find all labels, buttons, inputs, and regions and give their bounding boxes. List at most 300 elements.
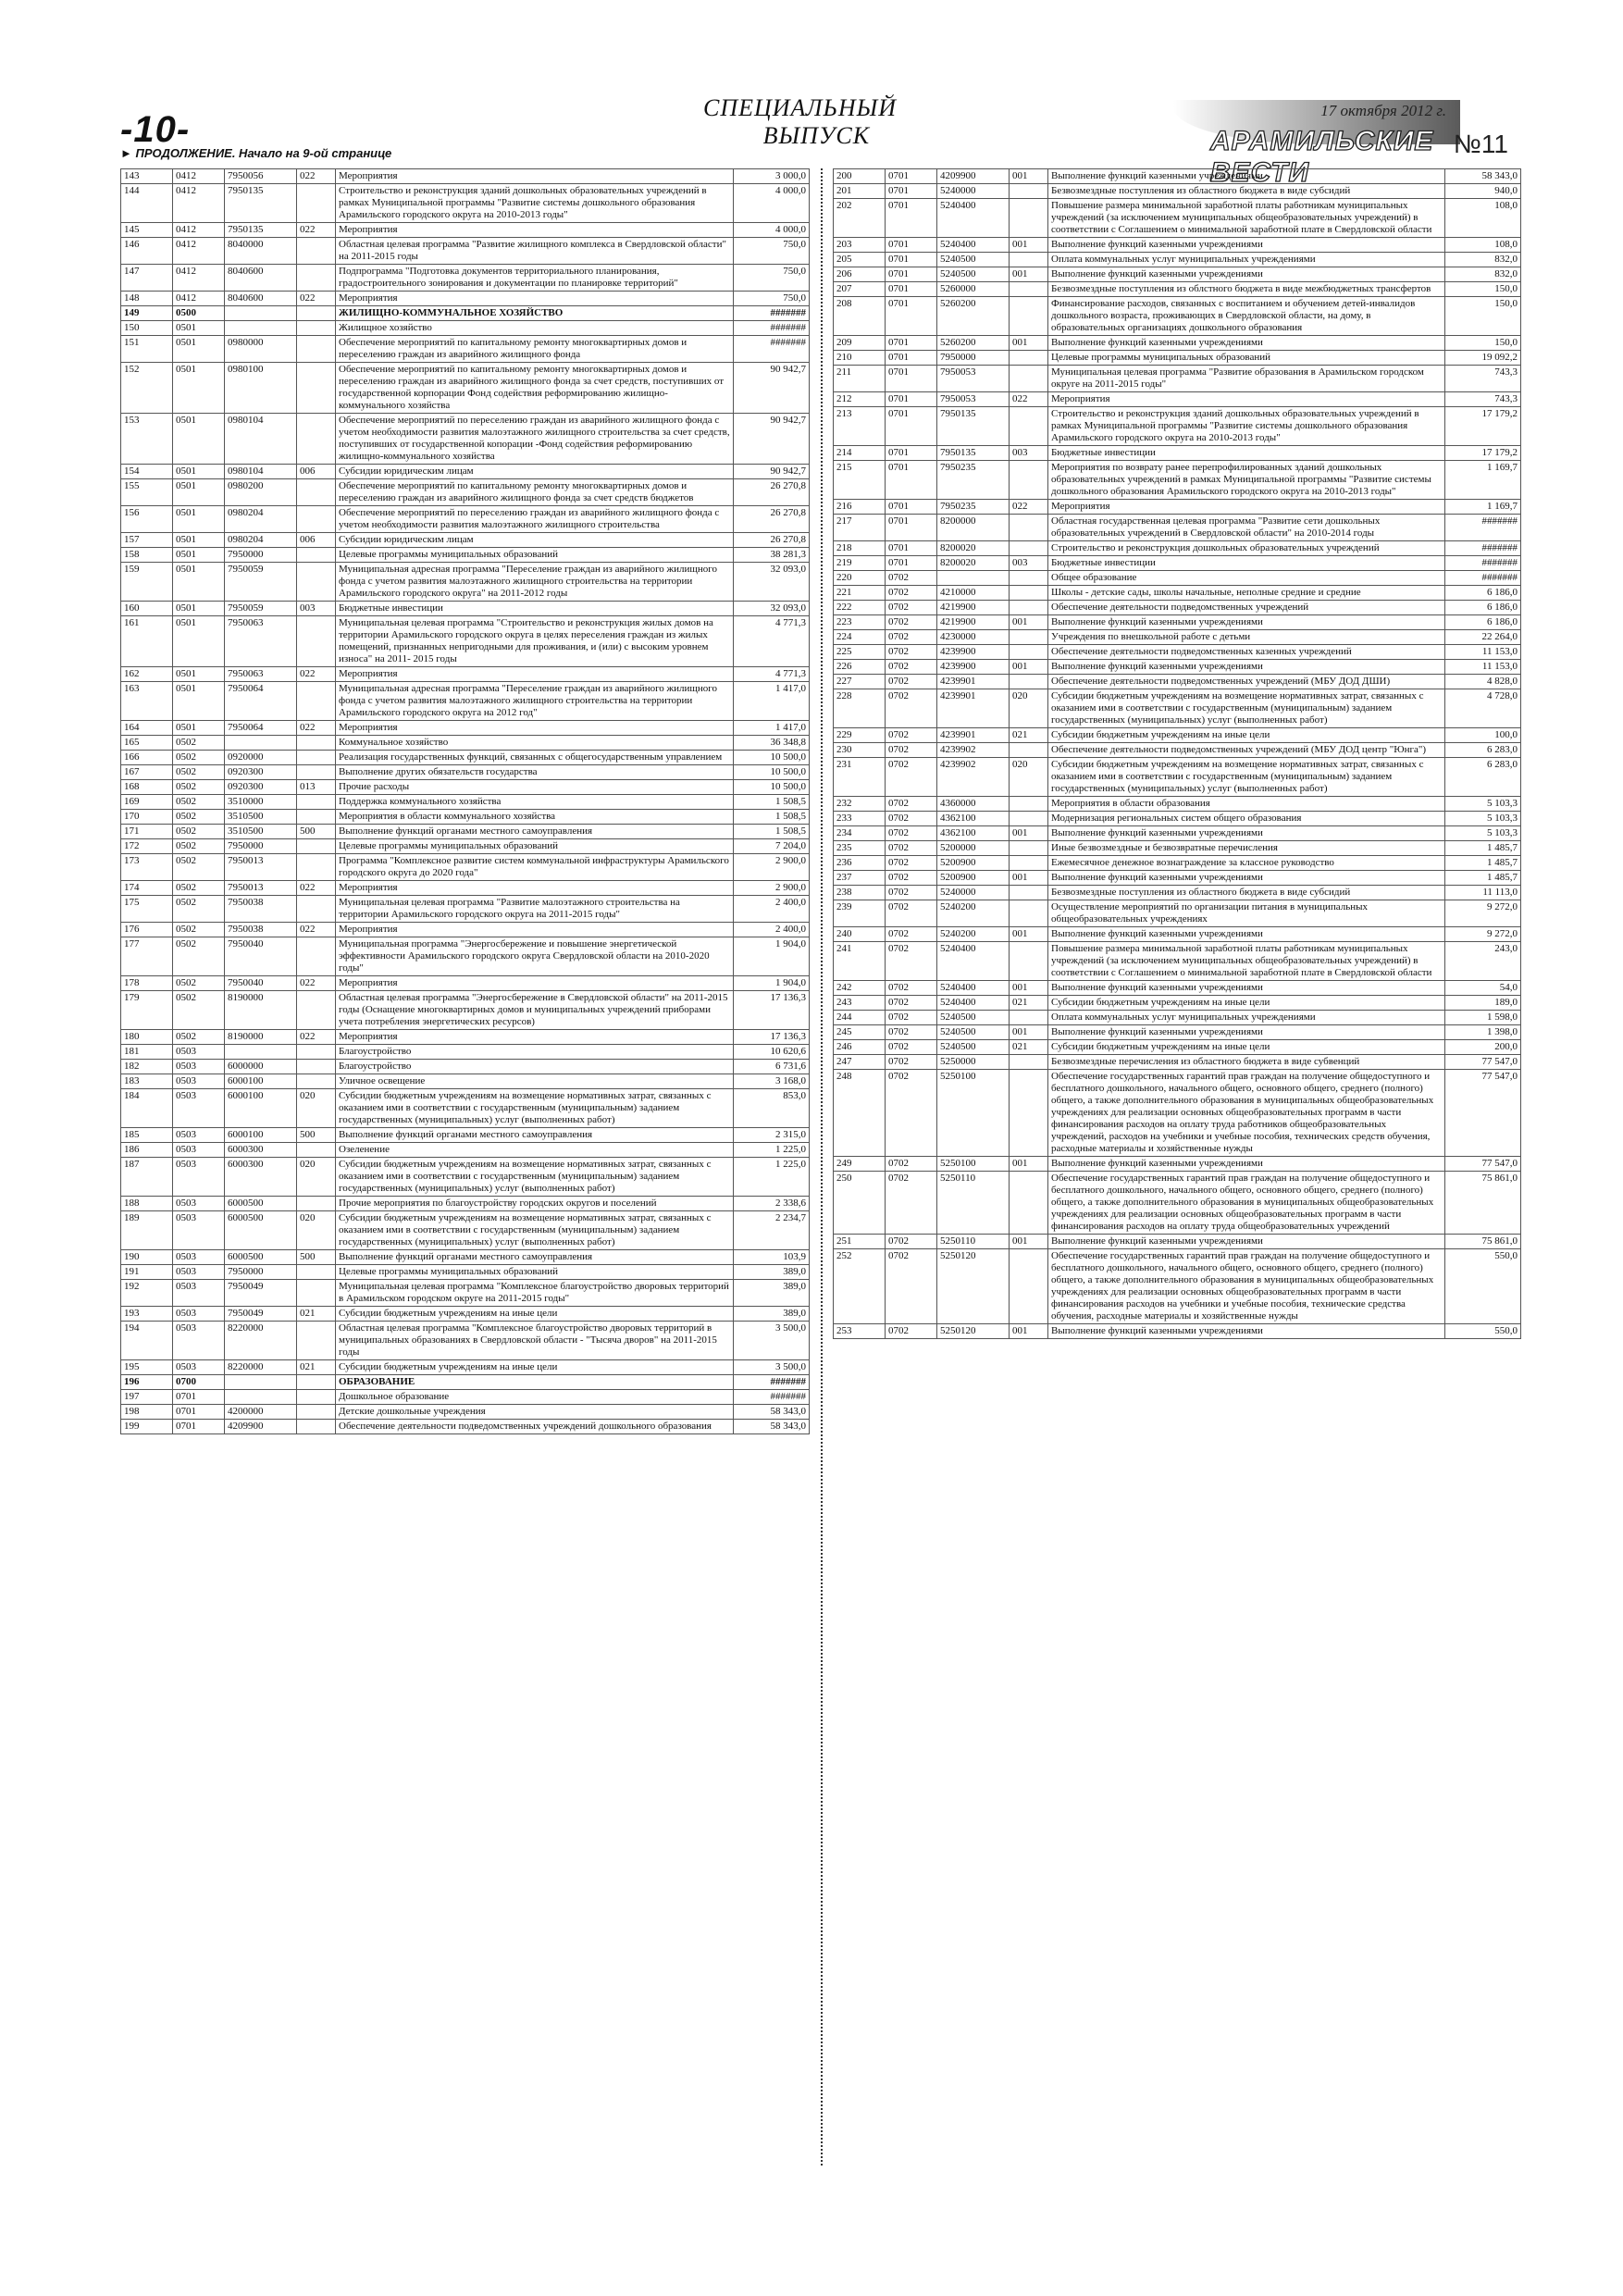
- section-code-cell: 0702: [886, 871, 937, 886]
- section-code-cell: 0702: [886, 758, 937, 797]
- description-cell: Обеспечение мероприятий по капитальному ремонту многоквартирных домов и переселению граждан из аварийного жилищного фонда: [336, 336, 734, 363]
- description-cell: Субсидии бюджетным учреждениям на возмещение нормативных затрат, связанных с оказанием ими в соответствии с государственным (муниципальным) заданием государственных (муниципальных) услуг (выполненных работ): [336, 1089, 734, 1128]
- description-cell: Оплата коммунальных услуг муниципальных учреждениями: [1048, 253, 1445, 267]
- target-code-cell: 6000300: [225, 1158, 297, 1197]
- table-row: [834, 297, 1521, 336]
- target-code-cell: 8040000: [225, 238, 297, 265]
- section-code-cell: 0702: [886, 996, 937, 1011]
- amount-cell: 3 500,0: [734, 1322, 810, 1360]
- target-code-cell: 0980204: [225, 506, 297, 533]
- row-number-cell: 151: [121, 336, 173, 363]
- expense-type-cell: 006: [297, 465, 336, 479]
- row-number-cell: 179: [121, 991, 173, 1030]
- target-code-cell: 7950235: [937, 461, 1010, 500]
- target-code-cell: 8220000: [225, 1322, 297, 1360]
- row-number-cell: 229: [834, 728, 886, 743]
- table-row: [834, 871, 1521, 886]
- expense-type-cell: [297, 751, 336, 765]
- description-cell: Мероприятия: [336, 1030, 734, 1045]
- section-code-cell: 0503: [173, 1074, 225, 1089]
- section-code-cell: 0500: [173, 306, 225, 321]
- row-number-cell: 236: [834, 856, 886, 871]
- section-code-cell: 0702: [886, 797, 937, 812]
- row-number-cell: 203: [834, 238, 886, 253]
- row-number-cell: 230: [834, 743, 886, 758]
- expense-type-cell: [297, 736, 336, 751]
- description-cell: Выполнение функций казенными учреждениями: [1048, 927, 1445, 942]
- amount-cell: 2 338,6: [734, 1197, 810, 1211]
- amount-cell: 3 168,0: [734, 1074, 810, 1089]
- special-issue-label: [703, 94, 898, 150]
- table-row: [121, 1322, 810, 1360]
- description-cell: Выполнение функций казенными учреждениями: [1048, 981, 1445, 996]
- row-number-cell: 150: [121, 321, 173, 336]
- table-row: [121, 336, 810, 363]
- description-cell: Целевые программы муниципальных образований: [336, 548, 734, 563]
- amount-cell: 832,0: [1445, 267, 1521, 282]
- target-code-cell: 7950235: [937, 500, 1010, 515]
- row-number-cell: 241: [834, 942, 886, 981]
- description-cell: Выполнение функций казенными учреждениями: [1048, 871, 1445, 886]
- table-row: [834, 1324, 1521, 1339]
- target-code-cell: [225, 736, 297, 751]
- target-code-cell: 5200900: [937, 871, 1010, 886]
- description-cell: Обеспечение мероприятий по капитальному ремонту многоквартирных домов и переселению граждан из аварийного жилищного фонда за счет средств бюджетов: [336, 479, 734, 506]
- expense-type-cell: [297, 548, 336, 563]
- expense-type-cell: 022: [297, 169, 336, 184]
- amount-cell: 4 771,3: [734, 667, 810, 682]
- section-code-cell: 0700: [173, 1375, 225, 1390]
- description-cell: Программа "Комплексное развитие систем коммунальной инфраструктуры Арамильского городского округа до 2020 года": [336, 854, 734, 881]
- target-code-cell: 7950000: [937, 351, 1010, 366]
- description-cell: Мероприятия: [336, 169, 734, 184]
- target-code-cell: 7950059: [225, 602, 297, 616]
- expense-type-cell: 013: [297, 780, 336, 795]
- expense-type-cell: 020: [1010, 689, 1048, 728]
- table-row: [834, 1070, 1521, 1157]
- row-number-cell: 164: [121, 721, 173, 736]
- amount-cell: 58 343,0: [734, 1420, 810, 1434]
- expense-type-cell: [1010, 282, 1048, 297]
- row-number-cell: 153: [121, 414, 173, 465]
- amount-cell: 2 234,7: [734, 1211, 810, 1250]
- amount-cell: 3 000,0: [734, 169, 810, 184]
- row-number-cell: 234: [834, 826, 886, 841]
- row-number-cell: 201: [834, 184, 886, 199]
- expense-type-cell: 001: [1010, 336, 1048, 351]
- amount-cell: 200,0: [1445, 1040, 1521, 1055]
- expense-type-cell: 022: [297, 923, 336, 937]
- target-code-cell: 0980104: [225, 465, 297, 479]
- section-code-cell: 0501: [173, 321, 225, 336]
- table-row: [834, 812, 1521, 826]
- target-code-cell: 0980204: [225, 533, 297, 548]
- amount-cell: 743,3: [1445, 392, 1521, 407]
- expense-type-cell: 020: [297, 1089, 336, 1128]
- row-number-cell: 200: [834, 169, 886, 184]
- target-code-cell: 4239901: [937, 675, 1010, 689]
- amount-cell: 5 103,3: [1445, 812, 1521, 826]
- description-cell: Осуществление мероприятий по организации питания в муниципальных общеобразовательных учреждениях: [1048, 900, 1445, 927]
- target-code-cell: 8200020: [937, 556, 1010, 571]
- expense-type-cell: 020: [1010, 758, 1048, 797]
- table-row: [121, 1250, 810, 1265]
- row-number-cell: 172: [121, 839, 173, 854]
- row-number-cell: 174: [121, 881, 173, 896]
- section-code-cell: 0702: [886, 927, 937, 942]
- section-code-cell: 0503: [173, 1250, 225, 1265]
- table-row: [121, 1307, 810, 1322]
- expense-type-cell: [1010, 199, 1048, 238]
- section-code-cell: 0503: [173, 1322, 225, 1360]
- expense-type-cell: [297, 682, 336, 721]
- section-code-cell: 0702: [886, 1055, 937, 1070]
- target-code-cell: 7950000: [225, 839, 297, 854]
- expense-type-cell: [1010, 351, 1048, 366]
- description-cell: Муниципальная целевая программа "Развитие малоэтажного строительства на территории Арамильского городского округа на 2011-2015 годы": [336, 896, 734, 923]
- expense-type-cell: [1010, 743, 1048, 758]
- target-code-cell: [225, 1375, 297, 1390]
- section-code-cell: 0503: [173, 1045, 225, 1060]
- row-number-cell: 149: [121, 306, 173, 321]
- table-row: [121, 1360, 810, 1375]
- description-cell: Прочие расходы: [336, 780, 734, 795]
- amount-cell: 1 169,7: [1445, 500, 1521, 515]
- table-row: [121, 1405, 810, 1420]
- section-code-cell: 0701: [886, 461, 937, 500]
- amount-cell: 4 000,0: [734, 223, 810, 238]
- row-number-cell: 152: [121, 363, 173, 414]
- table-row: [121, 1045, 810, 1060]
- amount-cell: 4 771,3: [734, 616, 810, 667]
- amount-cell: 6 731,6: [734, 1060, 810, 1074]
- expense-type-cell: 022: [297, 881, 336, 896]
- row-number-cell: 237: [834, 871, 886, 886]
- section-code-cell: 0701: [886, 199, 937, 238]
- expense-type-cell: [297, 321, 336, 336]
- expense-type-cell: [1010, 297, 1048, 336]
- target-code-cell: 5240000: [937, 184, 1010, 199]
- table-row: [121, 1390, 810, 1405]
- target-code-cell: 5250110: [937, 1172, 1010, 1235]
- amount-cell: 6 186,0: [1445, 601, 1521, 615]
- table-row: [121, 1197, 810, 1211]
- row-number-cell: 233: [834, 812, 886, 826]
- target-code-cell: 4239900: [937, 660, 1010, 675]
- amount-cell: 100,0: [1445, 728, 1521, 743]
- target-code-cell: 7950040: [225, 976, 297, 991]
- section-code-cell: 0701: [886, 253, 937, 267]
- target-code-cell: 6000100: [225, 1074, 297, 1089]
- amount-cell: 90 942,7: [734, 363, 810, 414]
- expense-type-cell: [297, 563, 336, 602]
- table-row: [121, 751, 810, 765]
- expense-type-cell: [297, 414, 336, 465]
- table-row: [121, 506, 810, 533]
- amount-cell: 5 103,3: [1445, 826, 1521, 841]
- expense-type-cell: 020: [297, 1158, 336, 1197]
- target-code-cell: 4239902: [937, 743, 1010, 758]
- expense-type-cell: 500: [297, 1250, 336, 1265]
- amount-cell: 2 900,0: [734, 881, 810, 896]
- target-code-cell: 5250120: [937, 1249, 1010, 1324]
- table-row: [121, 223, 810, 238]
- expense-type-cell: 500: [297, 1128, 336, 1143]
- section-code-cell: 0702: [886, 1025, 937, 1040]
- row-number-cell: 221: [834, 586, 886, 601]
- row-number-cell: 167: [121, 765, 173, 780]
- table-row: [834, 571, 1521, 586]
- section-code-cell: 0702: [886, 1070, 937, 1157]
- description-cell: Общее образование: [1048, 571, 1445, 586]
- amount-cell: 54,0: [1445, 981, 1521, 996]
- description-cell: Областная целевая программа "Энергосбережение в Свердловской области" на 2011-2015 годы (Оснащение многоквартирных домов и муниципальных учреждений приборами учета потребления энергетических ресурсов): [336, 991, 734, 1030]
- expense-type-cell: 021: [297, 1307, 336, 1322]
- description-cell: Повышение размера минимальной заработной платы работникам муниципальных учреждений (за исключением муниципальных общеобразовательных учреждений) в соответствии с Соглашением о минимальной заработной плате в Свердловской области: [1048, 942, 1445, 981]
- table-row: [121, 414, 810, 465]
- target-code-cell: 7950064: [225, 682, 297, 721]
- section-code-cell: 0502: [173, 810, 225, 825]
- table-row: [834, 797, 1521, 812]
- row-number-cell: 207: [834, 282, 886, 297]
- row-number-cell: 212: [834, 392, 886, 407]
- table-row: [834, 392, 1521, 407]
- target-code-cell: 6000500: [225, 1211, 297, 1250]
- expense-type-cell: 001: [1010, 267, 1048, 282]
- amount-cell: #######: [1445, 571, 1521, 586]
- amount-cell: 6 186,0: [1445, 615, 1521, 630]
- target-code-cell: 4210000: [937, 586, 1010, 601]
- amount-cell: 77 547,0: [1445, 1055, 1521, 1070]
- expense-type-cell: [297, 896, 336, 923]
- expense-type-cell: [297, 616, 336, 667]
- row-number-cell: 197: [121, 1390, 173, 1405]
- expense-type-cell: 001: [1010, 615, 1048, 630]
- row-number-cell: 244: [834, 1011, 886, 1025]
- description-cell: Субсидии юридическим лицам: [336, 533, 734, 548]
- table-row: [121, 991, 810, 1030]
- description-cell: Финансирование расходов, связанных с воспитанием и обучением детей-инвалидов дошкольного возраста, проживающих в Свердловской области, на дому, в образовательных организациях дошкольного образования: [1048, 297, 1445, 336]
- amount-cell: 243,0: [1445, 942, 1521, 981]
- amount-cell: 108,0: [1445, 199, 1521, 238]
- expense-type-cell: 001: [1010, 660, 1048, 675]
- description-cell: Муниципальная адресная программа "Переселение граждан из аварийного жилищного фонда с учетом развития малоэтажного жилищного строительства на территории Арамильского городского округа на 2012 год": [336, 682, 734, 721]
- row-number-cell: 145: [121, 223, 173, 238]
- description-cell: Субсидии бюджетным учреждениям на иные цели: [1048, 996, 1445, 1011]
- amount-cell: 17 136,3: [734, 1030, 810, 1045]
- section-code-cell: 0501: [173, 682, 225, 721]
- description-cell: Субсидии юридическим лицам: [336, 465, 734, 479]
- description-cell: Безвозмездные поступления из областного бюджета в виде субсидий: [1048, 184, 1445, 199]
- section-code-cell: 0502: [173, 976, 225, 991]
- description-cell: Субсидии бюджетным учреждениям на возмещение нормативных затрат, связанных с оказанием ими в соответствии с государственным (муниципальным) заданием государственных (муниципальных) услуг (выполненных работ): [336, 1158, 734, 1197]
- table-row: [121, 321, 810, 336]
- section-code-cell: 0702: [886, 841, 937, 856]
- description-cell: Выполнение функций казенными учреждениями: [1048, 238, 1445, 253]
- expense-type-cell: 021: [297, 1360, 336, 1375]
- section-code-cell: 0701: [173, 1390, 225, 1405]
- row-number-cell: 162: [121, 667, 173, 682]
- expense-type-cell: 022: [1010, 392, 1048, 407]
- row-number-cell: 209: [834, 336, 886, 351]
- table-row: [834, 336, 1521, 351]
- target-code-cell: 4239901: [937, 728, 1010, 743]
- table-row: [834, 826, 1521, 841]
- row-number-cell: 190: [121, 1250, 173, 1265]
- section-code-cell: 0702: [886, 660, 937, 675]
- description-cell: Мероприятия: [1048, 500, 1445, 515]
- table-row: [121, 479, 810, 506]
- table-row: [121, 825, 810, 839]
- section-code-cell: 0412: [173, 292, 225, 306]
- section-code-cell: 0701: [886, 336, 937, 351]
- row-number-cell: 173: [121, 854, 173, 881]
- description-cell: Обеспечение деятельности подведомственных казенных учреждений: [1048, 645, 1445, 660]
- amount-cell: 1 485,7: [1445, 841, 1521, 856]
- section-code-cell: 0701: [173, 1420, 225, 1434]
- section-code-cell: 0502: [173, 1030, 225, 1045]
- target-code-cell: 7950063: [225, 667, 297, 682]
- table-row: [834, 366, 1521, 392]
- section-code-cell: 0701: [886, 446, 937, 461]
- expense-type-cell: [297, 238, 336, 265]
- table-row: [834, 981, 1521, 996]
- expense-type-cell: [1010, 675, 1048, 689]
- target-code-cell: 3510500: [225, 825, 297, 839]
- amount-cell: 389,0: [734, 1307, 810, 1322]
- row-number-cell: 182: [121, 1060, 173, 1074]
- amount-cell: 10 620,6: [734, 1045, 810, 1060]
- expense-type-cell: [1010, 541, 1048, 556]
- section-code-cell: 0501: [173, 506, 225, 533]
- expense-type-cell: [1010, 586, 1048, 601]
- expense-type-cell: [1010, 253, 1048, 267]
- section-code-cell: 0502: [173, 751, 225, 765]
- amount-cell: #######: [1445, 556, 1521, 571]
- target-code-cell: 4362100: [937, 812, 1010, 826]
- table-row: [834, 500, 1521, 515]
- row-number-cell: 251: [834, 1235, 886, 1249]
- description-cell: Выполнение функций казенными учреждениями: [1048, 1235, 1445, 1249]
- description-cell: Детские дошкольные учреждения: [336, 1405, 734, 1420]
- table-row: [121, 1375, 810, 1390]
- table-row: [121, 602, 810, 616]
- expense-type-cell: [297, 506, 336, 533]
- expense-type-cell: 022: [297, 721, 336, 736]
- target-code-cell: 7950038: [225, 923, 297, 937]
- table-row: [121, 923, 810, 937]
- amount-cell: 2 400,0: [734, 923, 810, 937]
- target-code-cell: 0980200: [225, 479, 297, 506]
- target-code-cell: 4200000: [225, 1405, 297, 1420]
- section-code-cell: 0702: [886, 615, 937, 630]
- table-row: [834, 942, 1521, 981]
- amount-cell: #######: [734, 336, 810, 363]
- expense-type-cell: [1010, 886, 1048, 900]
- table-row: [834, 541, 1521, 556]
- description-cell: Мероприятия: [336, 721, 734, 736]
- row-number-cell: 217: [834, 515, 886, 541]
- description-cell: Благоустройство: [336, 1045, 734, 1060]
- table-row: [834, 1172, 1521, 1235]
- amount-cell: #######: [734, 321, 810, 336]
- section-code-cell: 0503: [173, 1128, 225, 1143]
- row-number-cell: 188: [121, 1197, 173, 1211]
- description-cell: Субсидии бюджетным учреждениям на иные цели: [1048, 1040, 1445, 1055]
- target-code-cell: 5240500: [937, 1011, 1010, 1025]
- description-cell: Целевые программы муниципальных образований: [336, 1265, 734, 1280]
- amount-cell: 6 186,0: [1445, 586, 1521, 601]
- description-cell: Областная государственная целевая программа "Развитие сети дошкольных образовательных учреждений в Свердловской области" на 2010-2014 годы: [1048, 515, 1445, 541]
- section-code-cell: 0501: [173, 667, 225, 682]
- section-code-cell: 0702: [886, 743, 937, 758]
- target-code-cell: 7950049: [225, 1307, 297, 1322]
- table-row: [834, 1249, 1521, 1324]
- expense-type-cell: [297, 1322, 336, 1360]
- target-code-cell: 5250120: [937, 1324, 1010, 1339]
- expense-type-cell: 001: [1010, 981, 1048, 996]
- section-code-cell: 0701: [886, 500, 937, 515]
- row-number-cell: 181: [121, 1045, 173, 1060]
- description-cell: Субсидии бюджетным учреждениям на иные цели: [1048, 728, 1445, 743]
- target-code-cell: [225, 321, 297, 336]
- target-code-cell: 5260200: [937, 336, 1010, 351]
- table-row: [121, 1143, 810, 1158]
- table-row: [121, 667, 810, 682]
- table-row: [834, 856, 1521, 871]
- row-number-cell: 250: [834, 1172, 886, 1235]
- expense-type-cell: [1010, 1011, 1048, 1025]
- target-code-cell: 5240500: [937, 253, 1010, 267]
- target-code-cell: 7950064: [225, 721, 297, 736]
- expense-type-cell: [297, 184, 336, 223]
- target-code-cell: 0920000: [225, 751, 297, 765]
- table-row: [121, 937, 810, 976]
- section-code-cell: 0702: [886, 571, 937, 586]
- expense-type-cell: [1010, 856, 1048, 871]
- description-cell: Обеспечение государственных гарантий прав граждан на получение общедоступного и бесплатного дошкольного, начального общего, основного общего, среднего (полного) общего, а также дополнительного образования в муниципальных общеобразовательных учреждениях для реализации основных общеобразовательных программ в части финансирования расходов на оплату труда общеобразовательных учреждений: [1048, 1172, 1445, 1235]
- row-number-cell: 193: [121, 1307, 173, 1322]
- section-code-cell: 0501: [173, 414, 225, 465]
- description-cell: Мероприятия по возврату ранее перепрофилированных зданий дошкольных образовательных учреждений в рамках Муниципальной программы "Развитие системы дошкольного образования Арамильского городского округа на 2010-2013 годы": [1048, 461, 1445, 500]
- amount-cell: 108,0: [1445, 238, 1521, 253]
- table-row: [121, 548, 810, 563]
- description-cell: Модернизация региональных систем общего образования: [1048, 812, 1445, 826]
- amount-cell: 90 942,7: [734, 465, 810, 479]
- target-code-cell: 7950135: [225, 223, 297, 238]
- table-row: [121, 810, 810, 825]
- row-number-cell: 198: [121, 1405, 173, 1420]
- row-number-cell: 161: [121, 616, 173, 667]
- issue-date: 17 октября 2012 г.: [1320, 102, 1446, 119]
- row-number-cell: 248: [834, 1070, 886, 1157]
- row-number-cell: 147: [121, 265, 173, 292]
- table-row: [121, 765, 810, 780]
- section-code-cell: 0702: [886, 1235, 937, 1249]
- amount-cell: 1 398,0: [1445, 1025, 1521, 1040]
- amount-cell: 58 343,0: [734, 1405, 810, 1420]
- target-code-cell: 4239900: [937, 645, 1010, 660]
- table-row: [121, 563, 810, 602]
- section-code-cell: 0702: [886, 981, 937, 996]
- amount-cell: 11 113,0: [1445, 886, 1521, 900]
- section-code-cell: 0701: [886, 541, 937, 556]
- table-row: [121, 1074, 810, 1089]
- amount-cell: 1 169,7: [1445, 461, 1521, 500]
- description-cell: Безвозмездные поступления из облстного бюджета в виде межбюджетных трансфертов: [1048, 282, 1445, 297]
- row-number-cell: 187: [121, 1158, 173, 1197]
- description-cell: Бюджетные инвестиции: [336, 602, 734, 616]
